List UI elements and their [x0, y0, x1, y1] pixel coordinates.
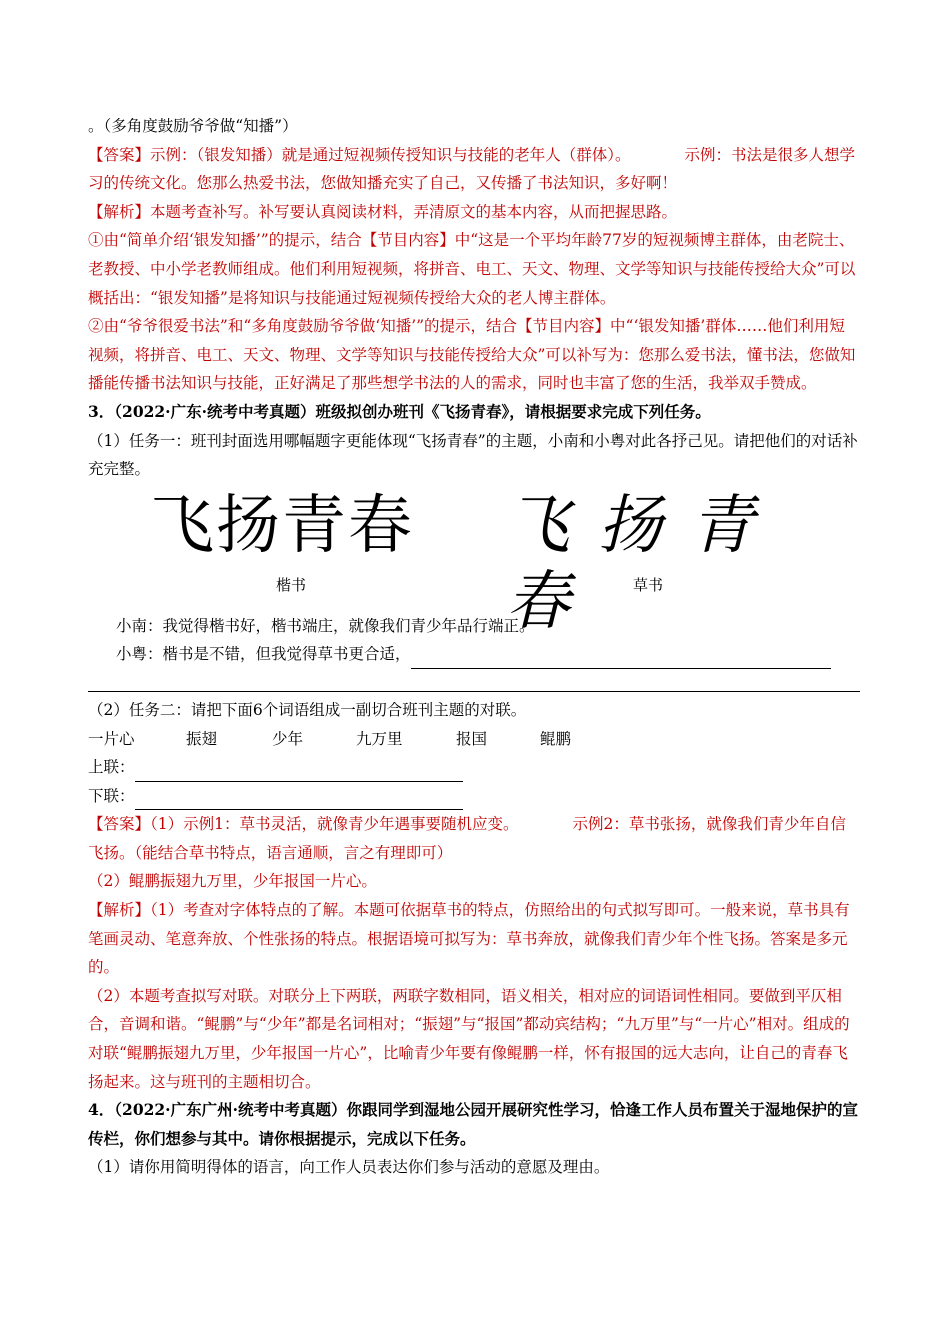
q3-answer-2: （2）鲲鹏振翅九万里，少年报国一片心。 — [88, 872, 377, 891]
q3-analysis-2: （2）本题考查拟写对联。对联分上下两联，两联字数相同，语义相关，相对应的词语词性相同。要做到平仄相合，音调和谐。“鲲鹏”与“少年”都是名词相对；“振翅”与“报国”都动宾结构；“九万里”与“一片心”相对。组成的对联“鲲鹏振翅九万里，少年报国一片心”，比喻青少年要有像鲲鹏一样，怀有报国的远大志向，让自己的青春飞扬起来。这与班刊的主题相切合。 — [88, 986, 850, 1091]
q3-analysis — [88, 896, 860, 982]
dialog-xiaonan: 小南：我觉得楷书好，楷书端庄，就像我们青少年品行端正。 — [116, 616, 535, 635]
word-item: 少年 — [272, 729, 304, 748]
q3-task2: （2）任务二：请把下面6个词语组成一副切合班刊主题的对联。 — [88, 700, 527, 719]
answer-1a: （1）示例1：草书灵活，就像青少年遇事要随机应变。 — [150, 815, 519, 834]
q2-answer — [88, 141, 860, 198]
answer-text-2: 示例：书法是很多人想学习的传统文化。您那么热爱书法，您做知播充实了自己，又传播了书法知识，多好啊！ — [88, 145, 856, 193]
analysis-intro: 本题考查补写。补写要认真阅读材料，弄清原文的基本内容，从而把握思路。 — [150, 202, 678, 221]
word-item: 鲲鹏 — [540, 729, 572, 748]
label-caoshu: 草书 — [633, 575, 664, 594]
q2-analysis-p2: ②由“爷爷很爱书法”和“多角度鼓励爷爷做‘知播’”的提示，结合【节目内容】中“‘银发知播’群体……他们利用短视频，将拼音、电工、天文、物理、文学等知识与技能传授给大众”可以补写为：您那么爱书法，懂书法，您做知播能传播书法知识与技能，正好满足了那些想学书法的人的需求，同时也丰富了您的生活，我举双手赞成。 — [88, 317, 856, 393]
answer-tag: 【答案】 — [88, 145, 151, 164]
label-kaishu: 楷书 — [276, 575, 307, 594]
analysis-1: （1）考查对字体特点的了解。本题可依据草书的特点，仿照给出的句式拟写即可。一般来说，草书具有笔画灵动、笔意奔放、个性张扬的特点。根据语境可拟写为：草书奔放，就像我们青少年个性飞扬。答案是多元的。 — [88, 901, 850, 977]
shanglian-row — [88, 753, 860, 782]
calligraphy-kaishu: 飞扬青春 — [150, 488, 414, 563]
q3-title: 3．（2022·广东·统考中考真题）班级拟创办班刊《飞扬青春》，请根据要求完成下列任务。 — [88, 401, 711, 421]
q4-task1: （1）请你用简明得体的语言，向工作人员表达你们参与活动的意愿及理由。 — [88, 1158, 610, 1177]
q3-task1: （1）任务一：班刊封面选用哪幅题字更能体现“飞扬青春”的主题，小南和小粤对此各抒己见。请把他们的对话补充完整。 — [88, 431, 858, 479]
analysis-tag: 【解析】 — [88, 202, 151, 221]
answer-text-1: 示例：（银发知播）就是通过短视频传授知识与技能的老年人（群体）。 — [150, 145, 631, 164]
answer-blank-1[interactable] — [411, 648, 831, 669]
shanglian-label: 上联： — [88, 758, 135, 777]
q2-analysis-p1: ①由“简单介绍‘银发知播’”的提示，结合【节目内容】中“这是一个平均年龄77岁的短视频博主群体，由老院士、老教授、中小学老教师组成。他们利用短视频，将拼音、电工、天文、物理、文学等知识与技能传授给大众”可以概括出：“银发知播”是将知识与技能通过短视频传授给大众的老人博主群体。 — [88, 231, 856, 307]
analysis-tag: 【解析】 — [88, 901, 151, 920]
answer-blank-2[interactable] — [88, 669, 860, 692]
word-item: 报国 — [456, 729, 488, 748]
word-item: 振翅 — [186, 729, 218, 748]
xialian-blank[interactable] — [135, 789, 463, 810]
q3-answer — [88, 810, 860, 867]
answer-1b: 示例2：草书张扬，就像我们青少年自信飞扬。（能结合草书特点，语言通顺，言之有理即可） — [88, 815, 846, 862]
answer-tag: 【答案】 — [88, 815, 151, 834]
word-item: 一片心 — [88, 729, 135, 748]
xialian-row — [88, 782, 860, 811]
document-page — [88, 112, 860, 1182]
couplet-word-list — [88, 725, 860, 754]
word-item: 九万里 — [356, 729, 403, 748]
q2-analysis — [88, 198, 860, 227]
xialian-label: 下联： — [88, 786, 135, 805]
calligraphy-caoshu: 飞扬青春 — [506, 488, 782, 639]
shanglian-blank[interactable] — [135, 761, 463, 782]
dialog-xiaoyue — [88, 640, 860, 669]
q4-title: 4．（2022·广东广州·统考中考真题）你跟同学到湿地公园开展研究性学习，恰逢工作人员布置关于湿地保护的宣传栏，你们想参与其中。请你根据提示，完成以下任务。 — [88, 1100, 858, 1148]
q2-hint: 。（多角度鼓励爷爷做“知播”） — [88, 117, 298, 135]
dialog-xiaoyue-text: 小粤：楷书是不错，但我觉得草书更合适， — [116, 645, 411, 664]
